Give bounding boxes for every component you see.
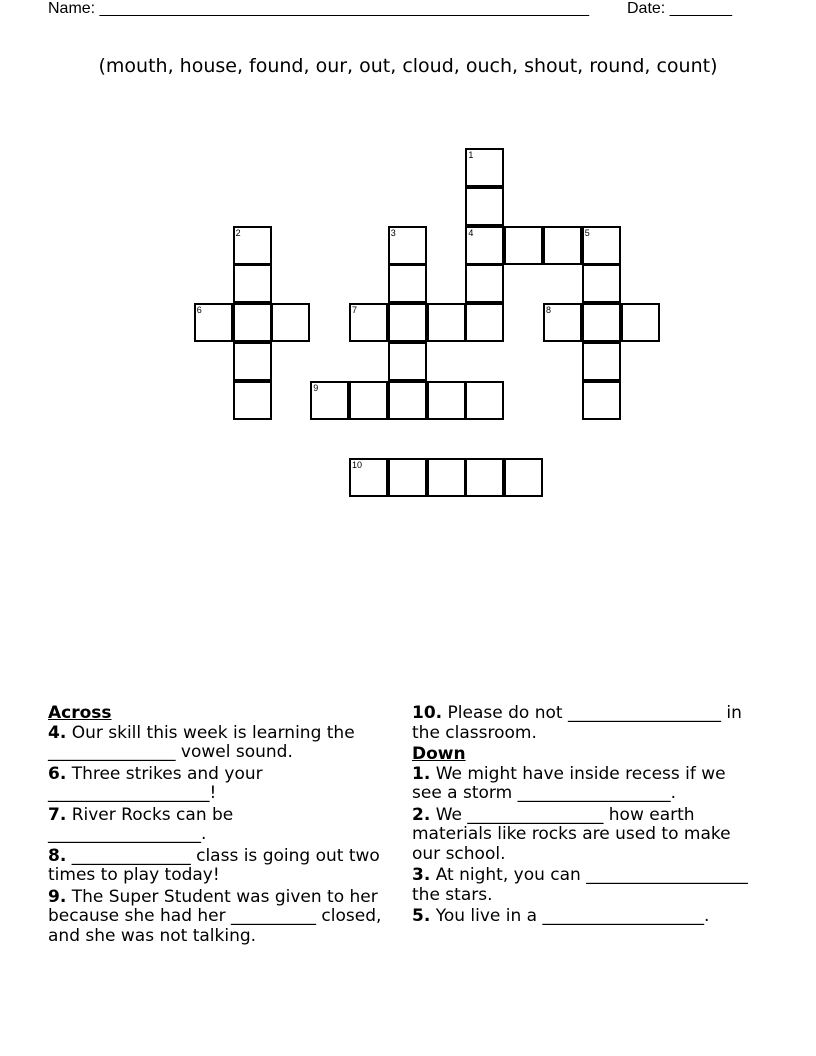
- crossword-cell[interactable]: [349, 381, 388, 420]
- crossword-cell[interactable]: [388, 303, 427, 342]
- clue-item: [412, 866, 757, 905]
- clue-number-label: 5.: [412, 906, 431, 926]
- across-clue-list-continued: [412, 704, 757, 743]
- clue-text: River Rocks can be __________________.: [48, 804, 239, 844]
- across-title: Across: [48, 703, 112, 723]
- clue-number-label: 6.: [48, 763, 67, 784]
- clues-left-column: [48, 704, 388, 948]
- clue-item: [48, 724, 388, 763]
- clue-number: 1: [468, 150, 474, 160]
- clue-number-label: 4.: [48, 722, 67, 743]
- clue-text: We might have inside recess if we see a storm __________________.: [412, 763, 732, 803]
- crossword-cell[interactable]: [233, 342, 272, 381]
- crossword-cell[interactable]: [465, 303, 504, 342]
- clue-number-label: 9.: [48, 886, 67, 907]
- clue-text: We ________________ how earth materials like rocks are used to make our school.: [412, 804, 736, 864]
- crossword-cell[interactable]: [388, 226, 427, 265]
- crossword-cell[interactable]: [543, 226, 582, 265]
- clue-number-label: 7.: [48, 804, 67, 825]
- crossword-cell[interactable]: [465, 264, 504, 303]
- word-bank: (mouth, house, found, our, out, cloud, ouch, shout, round, count): [98, 55, 718, 77]
- crossword-cell[interactable]: [582, 342, 621, 381]
- crossword-cell[interactable]: [504, 458, 543, 497]
- clue-text: The Super Student was given to her because she had her __________ closed, and she was not talking.: [48, 886, 387, 946]
- clue-item: [48, 765, 388, 804]
- clue-number-label: 3.: [412, 865, 431, 885]
- clue-number-label: 10.: [412, 703, 443, 723]
- clue-number: 7: [352, 305, 358, 316]
- clue-number: 4: [468, 227, 474, 238]
- crossword-cell[interactable]: [427, 458, 466, 497]
- clue-item: [412, 907, 757, 927]
- clue-item: [48, 847, 388, 886]
- crossword-cell[interactable]: [465, 187, 504, 226]
- crossword-cell[interactable]: [388, 381, 427, 420]
- crossword-cell[interactable]: [504, 226, 543, 265]
- clue-number-label: 8.: [48, 845, 67, 866]
- crossword-cell[interactable]: [349, 303, 388, 342]
- clue-number: 8: [546, 305, 552, 316]
- clue-item: [48, 806, 388, 845]
- clue-text: At night, you can ___________________ the stars.: [412, 865, 754, 905]
- clues-right-column: [412, 704, 757, 929]
- crossword-cell[interactable]: [543, 303, 582, 342]
- clue-item: [412, 806, 757, 865]
- crossword-cell[interactable]: [465, 148, 504, 187]
- clue-number: 2: [235, 227, 241, 238]
- crossword-cell[interactable]: [233, 226, 272, 265]
- clue-number: 6: [196, 305, 202, 316]
- crossword-cell[interactable]: [194, 303, 233, 342]
- clue-item: [48, 888, 388, 947]
- clue-number: 10: [352, 460, 363, 471]
- clue-number-label: 2.: [412, 804, 431, 825]
- clue-number: 3: [390, 227, 396, 238]
- clue-number-label: 1.: [412, 763, 431, 784]
- crossword-cell[interactable]: [621, 303, 660, 342]
- crossword-cell[interactable]: [582, 303, 621, 342]
- date-line: Date: _______: [627, 0, 732, 17]
- crossword-cell[interactable]: [465, 458, 504, 497]
- across-clue-list: [48, 724, 388, 947]
- down-title: Down: [412, 744, 466, 764]
- crossword-cell[interactable]: [388, 264, 427, 303]
- crossword-cell[interactable]: [427, 381, 466, 420]
- crossword-cell[interactable]: [388, 458, 427, 497]
- crossword-cell[interactable]: [582, 264, 621, 303]
- clue-text: Our skill this week is learning the _______________ vowel sound.: [48, 722, 361, 762]
- crossword-cell[interactable]: [233, 381, 272, 420]
- clue-text: Please do not __________________ in the classroom.: [412, 703, 748, 743]
- crossword-cell[interactable]: [465, 381, 504, 420]
- name-line: Name: _______________________________________________________: [48, 0, 589, 17]
- crossword-cell[interactable]: [349, 458, 388, 497]
- crossword-cell[interactable]: [310, 381, 349, 420]
- down-clue-list: [412, 765, 757, 927]
- clue-text: Three strikes and your ___________________!: [48, 763, 269, 803]
- crossword-cell[interactable]: [427, 303, 466, 342]
- clue-text: You live in a ___________________.: [430, 906, 710, 926]
- crossword-cell[interactable]: [233, 264, 272, 303]
- crossword-cell[interactable]: [465, 226, 504, 265]
- clue-number: 5: [584, 227, 590, 238]
- crossword-cell[interactable]: [233, 303, 272, 342]
- clue-text: ______________ class is going out two times to play today!: [48, 845, 386, 885]
- crossword-cell[interactable]: [271, 303, 310, 342]
- crossword-cell[interactable]: [582, 226, 621, 265]
- clue-item: [412, 704, 757, 743]
- crossword-cell[interactable]: [582, 381, 621, 420]
- crossword-cell[interactable]: [388, 342, 427, 381]
- clue-number: 9: [313, 382, 319, 393]
- clue-item: [412, 765, 757, 804]
